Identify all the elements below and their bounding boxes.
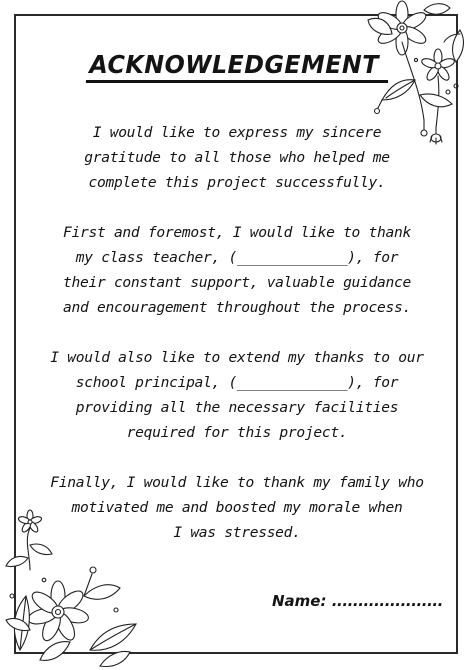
- page-title: [12, 50, 462, 83]
- paragraph-teacher: First and foremost, I would like to thank my class teacher, (_____________), for their constant support, valuable guidance and encouragement throughout the process.: [63, 224, 411, 316]
- name-label: Name:: [272, 592, 327, 610]
- paragraph-family: Finally, I would like to thank my family who motivated me and boosted my morale when I was stressed.: [50, 474, 424, 541]
- acknowledgement-body: [30, 120, 444, 570]
- title-text: ACKNOWLEDGEMENT: [86, 50, 389, 83]
- name-blank: .....................: [331, 592, 443, 610]
- paragraph-principal: I would also like to extend my thanks to our school principal, (_____________), for providing all the necessary facilities required for this project.: [50, 349, 424, 441]
- paragraph-intro: I would like to express my sincere gratitude to all those who helped me complete this project successfully.: [84, 124, 390, 191]
- name-signature-line: [272, 592, 443, 610]
